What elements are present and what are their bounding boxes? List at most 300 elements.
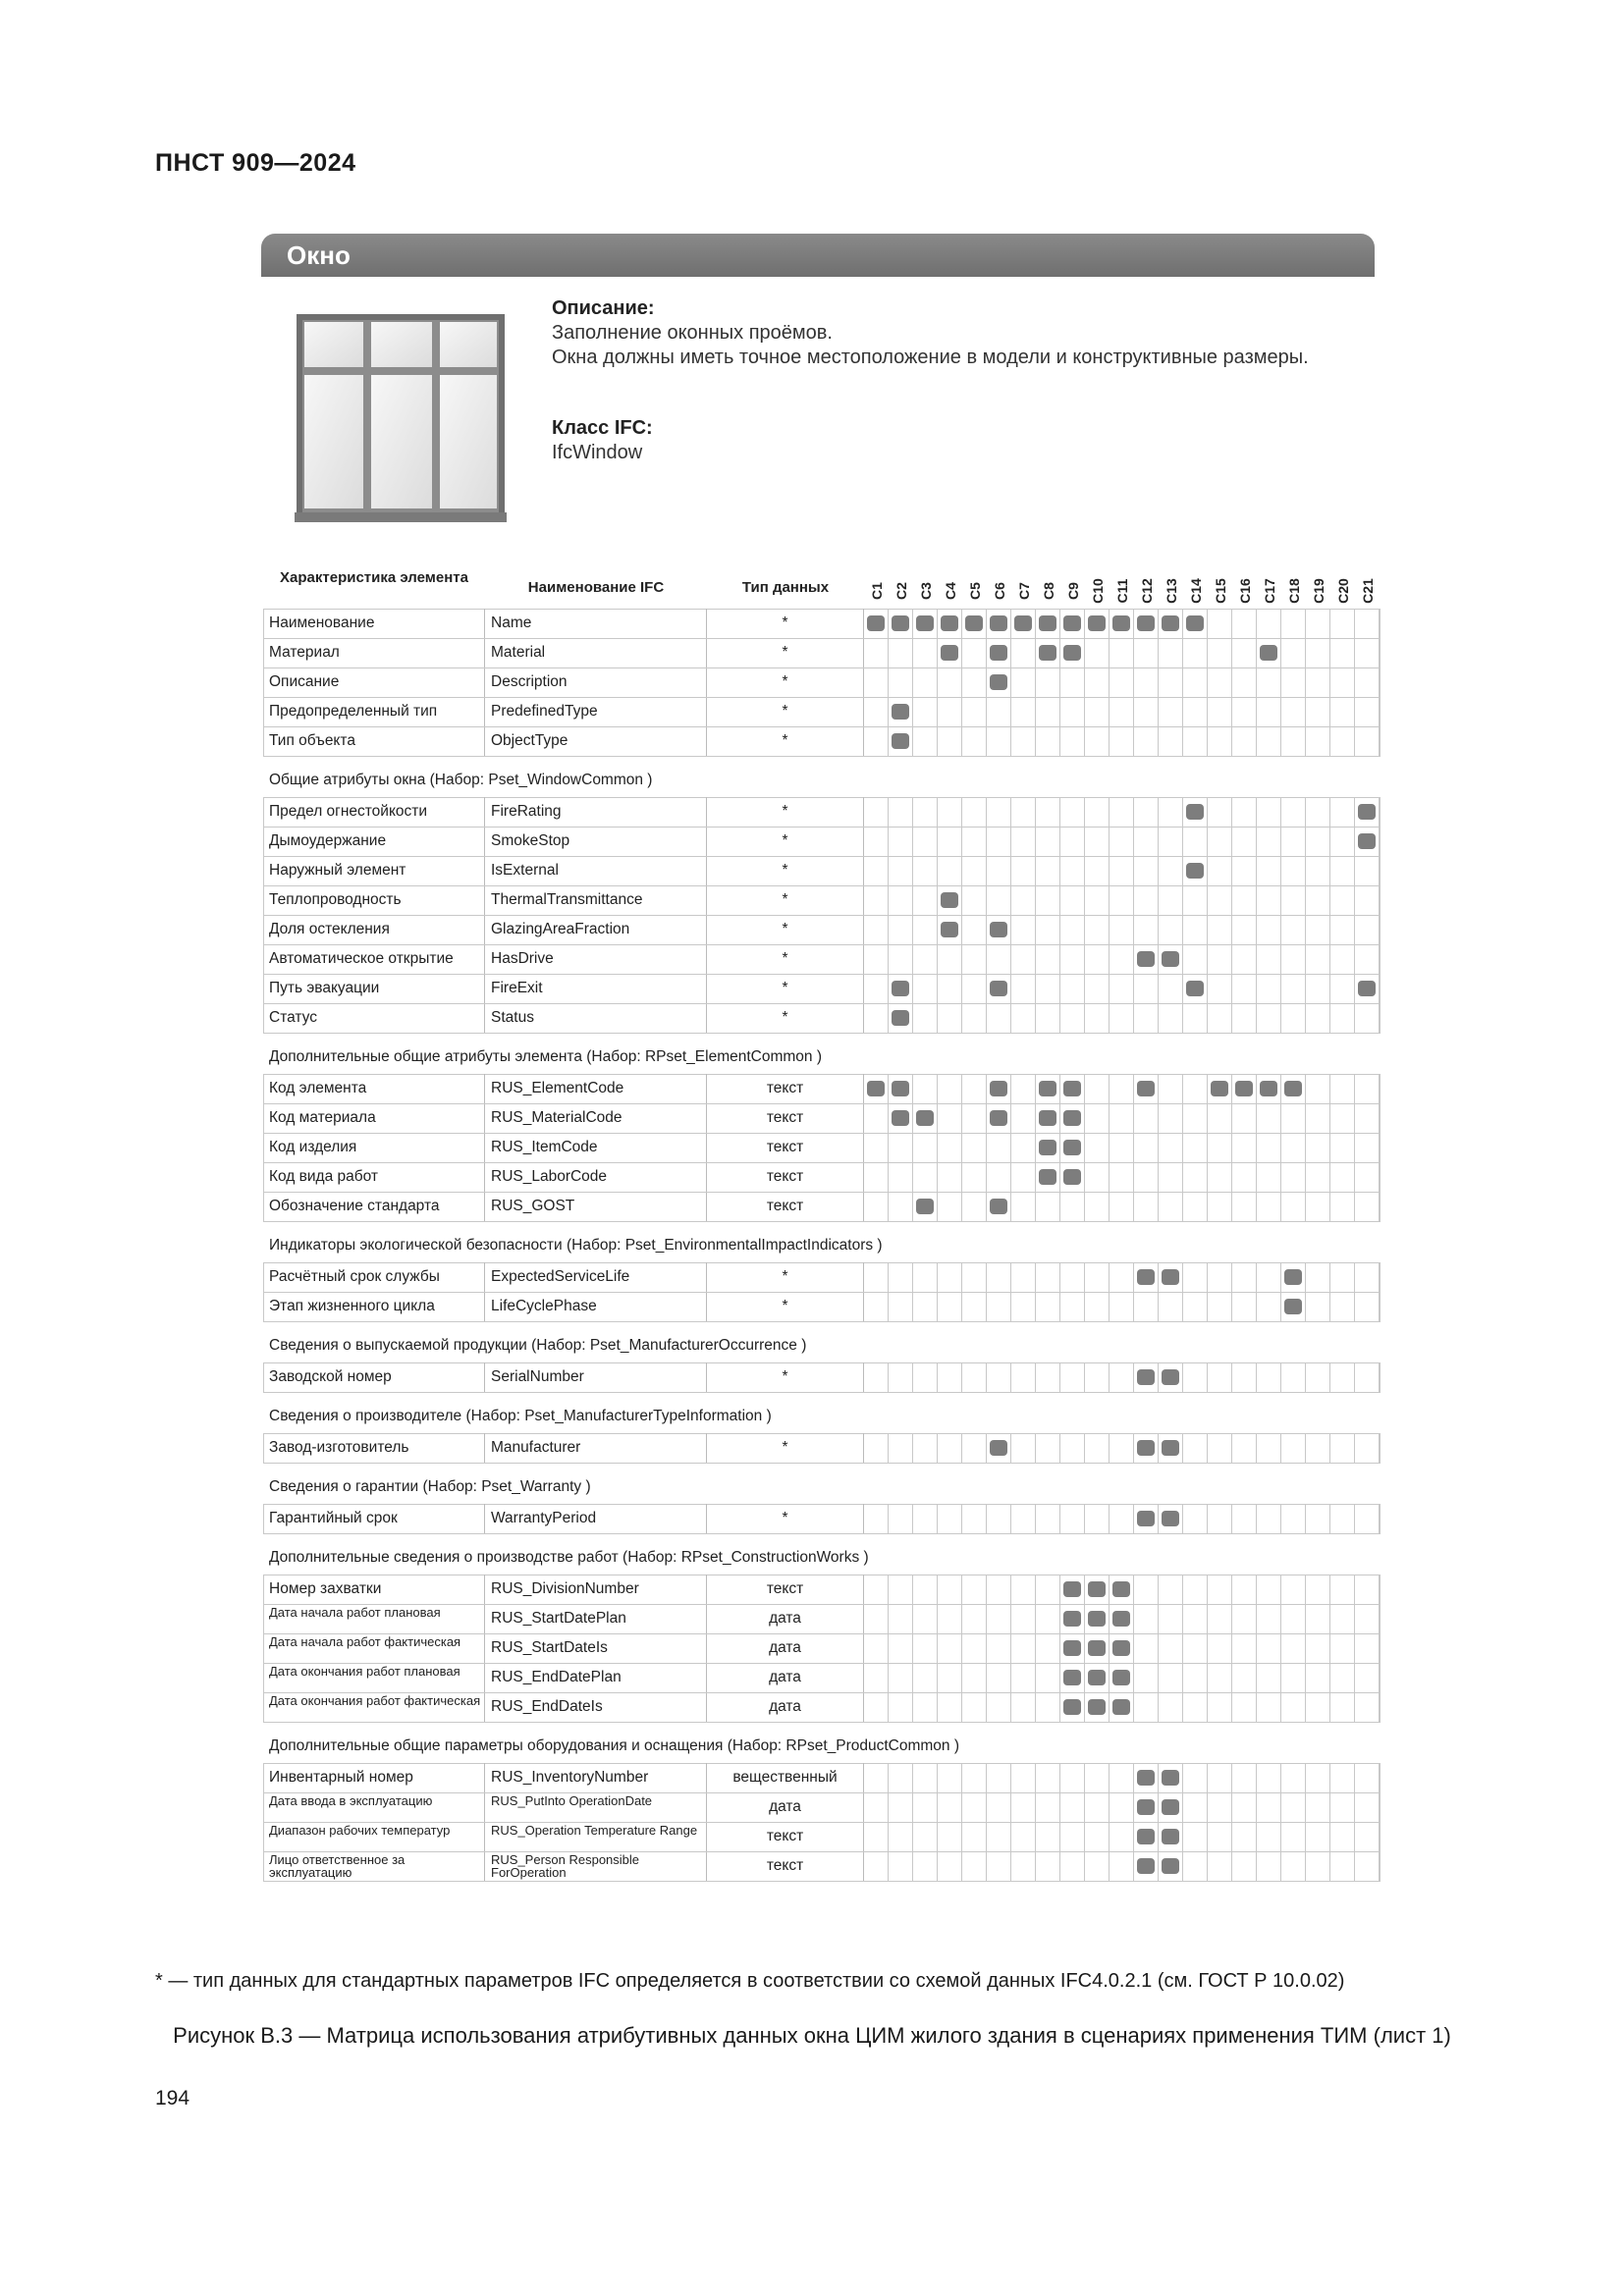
grid-cell <box>938 667 962 697</box>
grid-cell <box>1330 885 1355 915</box>
grid-cell <box>1232 1792 1257 1822</box>
grid-cell <box>1355 1003 1380 1033</box>
grid-cell <box>1208 1103 1232 1133</box>
table-row <box>263 1362 1380 1392</box>
scenario-grid <box>864 827 1380 856</box>
grid-cell <box>1281 1192 1306 1221</box>
grid-cell <box>864 856 889 885</box>
grid-cell <box>1110 1192 1134 1221</box>
grid-cell <box>1085 1003 1110 1033</box>
grid-cell <box>1232 1692 1257 1722</box>
description-line-1: Заполнение оконных проёмов. <box>552 322 833 344</box>
ifc-name: PredefinedType <box>485 697 707 726</box>
grid-cell <box>987 1822 1011 1851</box>
grid-cell <box>1011 1262 1036 1292</box>
usage-mark <box>1281 1074 1306 1103</box>
grid-cell <box>913 1504 938 1533</box>
grid-cell <box>1355 1692 1380 1722</box>
grid-cell <box>1330 1822 1355 1851</box>
table-row <box>263 1074 1380 1103</box>
grid-cell <box>1060 1362 1085 1392</box>
grid-cell <box>962 1575 987 1604</box>
row-divider <box>263 974 1380 975</box>
header-data-type: Тип данных <box>741 579 830 596</box>
grid-cell <box>1134 1692 1159 1722</box>
grid-cell <box>889 638 913 667</box>
data-type: * <box>707 797 864 827</box>
scenario-grid <box>864 1575 1380 1604</box>
data-type: вещественный <box>707 1763 864 1792</box>
grid-cell <box>938 1003 962 1033</box>
attribute-name: Расчётный срок службы <box>263 1262 485 1292</box>
grid-cell <box>962 1692 987 1722</box>
grid-cell <box>1134 974 1159 1003</box>
scenario-grid <box>864 1162 1380 1192</box>
attribute-name: Дата начала работ плановая <box>263 1604 485 1633</box>
grid-cell <box>1208 1763 1232 1792</box>
grid-cell <box>1257 827 1281 856</box>
grid-cell <box>962 1133 987 1162</box>
grid-cell <box>1232 915 1257 944</box>
grid-cell <box>864 1162 889 1192</box>
grid-cell <box>1036 1575 1060 1604</box>
grid-cell <box>913 797 938 827</box>
usage-mark <box>1085 1692 1110 1722</box>
grid-cell <box>1306 1851 1330 1881</box>
attribute-name: Описание <box>263 667 485 697</box>
usage-mark <box>1159 609 1183 638</box>
grid-cell <box>1011 1003 1036 1033</box>
grid-cell <box>1060 1763 1085 1792</box>
grid-cell <box>1183 1074 1208 1103</box>
grid-cell <box>913 1851 938 1881</box>
scenario-grid <box>864 915 1380 944</box>
grid-cell <box>1257 1633 1281 1663</box>
usage-mark <box>1208 1074 1232 1103</box>
group-title: Сведения о производителе (Набор: Pset_ManufacturerTypeInformation ) <box>269 1408 772 1424</box>
grid-cell <box>1330 1692 1355 1722</box>
grid-cell <box>1232 1192 1257 1221</box>
grid-cell <box>1208 1192 1232 1221</box>
usage-mark <box>987 1103 1011 1133</box>
grid-cell <box>1085 726 1110 756</box>
grid-cell <box>938 1822 962 1851</box>
row-divider <box>263 697 1380 698</box>
ifc-name: Manufacturer <box>485 1433 707 1463</box>
usage-mark <box>938 885 962 915</box>
grid-cell <box>987 1792 1011 1822</box>
usage-mark <box>1134 1822 1159 1851</box>
usage-mark <box>1060 1074 1085 1103</box>
grid-cell <box>1232 1763 1257 1792</box>
data-type: текст <box>707 1133 864 1162</box>
grid-cell <box>1036 1822 1060 1851</box>
usage-mark <box>1060 1103 1085 1133</box>
grid-cell <box>1036 1663 1060 1692</box>
grid-cell <box>1110 1792 1134 1822</box>
grid-cell <box>962 915 987 944</box>
grid-cell <box>1011 974 1036 1003</box>
usage-mark <box>1134 944 1159 974</box>
grid-cell <box>962 944 987 974</box>
grid-cell <box>1183 1633 1208 1663</box>
table-row <box>263 1292 1380 1321</box>
grid-cell <box>1134 1192 1159 1221</box>
window-illustration <box>295 312 507 524</box>
grid-cell <box>962 1362 987 1392</box>
scenario-grid <box>864 1851 1380 1881</box>
attribute-name: Дата начала работ фактическая <box>263 1633 485 1663</box>
table-row <box>263 1663 1380 1692</box>
ifc-name: RUS_MaterialCode <box>485 1103 707 1133</box>
grid-cell <box>889 1575 913 1604</box>
grid-cell <box>1011 1763 1036 1792</box>
grid-cell <box>938 944 962 974</box>
grid-cell <box>864 885 889 915</box>
table-row <box>263 1504 1380 1533</box>
grid-cell <box>1355 944 1380 974</box>
grid-cell <box>1208 1604 1232 1633</box>
grid-cell <box>1011 1103 1036 1133</box>
grid-cell <box>1330 667 1355 697</box>
grid-cell <box>1306 1103 1330 1133</box>
grid-cell <box>913 638 938 667</box>
grid-cell <box>1208 915 1232 944</box>
usage-mark <box>1183 974 1208 1003</box>
grid-cell <box>1011 1633 1036 1663</box>
data-type: * <box>707 1003 864 1033</box>
grid-cell <box>1355 1262 1380 1292</box>
grid-cell <box>1330 1292 1355 1321</box>
attribute-name: Автоматическое открытие <box>263 944 485 974</box>
grid-cell <box>962 1822 987 1851</box>
grid-cell <box>1036 797 1060 827</box>
grid-cell <box>1208 1792 1232 1822</box>
grid-cell <box>1060 1433 1085 1463</box>
grid-cell <box>1306 1192 1330 1221</box>
usage-mark <box>1060 1575 1085 1604</box>
usage-mark <box>1085 1633 1110 1663</box>
grid-cell <box>1110 697 1134 726</box>
grid-cell <box>1183 638 1208 667</box>
grid-cell <box>1306 1575 1330 1604</box>
grid-cell <box>1281 697 1306 726</box>
usage-mark <box>1036 1103 1060 1133</box>
grid-cell <box>864 1792 889 1822</box>
grid-cell <box>889 1192 913 1221</box>
grid-cell <box>1110 726 1134 756</box>
grid-cell <box>1355 1362 1380 1392</box>
grid-cell <box>1281 974 1306 1003</box>
grid-cell <box>1281 1822 1306 1851</box>
table-row <box>263 1575 1380 1604</box>
usage-mark <box>1110 1604 1134 1633</box>
scenario-header <box>1257 571 1281 611</box>
grid-cell <box>864 797 889 827</box>
grid-cell <box>1036 1433 1060 1463</box>
grid-cell <box>913 1604 938 1633</box>
scenario-header <box>1036 571 1060 611</box>
usage-mark <box>987 1074 1011 1103</box>
grid-cell <box>1208 1663 1232 1692</box>
row-divider <box>263 726 1380 727</box>
scenario-header-label: C1 <box>868 582 885 600</box>
attribute-name: Дымоудержание <box>263 827 485 856</box>
grid-cell <box>1060 1851 1085 1881</box>
grid-cell <box>1208 1851 1232 1881</box>
grid-cell <box>1183 1851 1208 1881</box>
grid-cell <box>1011 1692 1036 1722</box>
element-title: Окно <box>287 240 351 270</box>
table-row <box>263 1763 1380 1792</box>
usage-mark <box>1110 1663 1134 1692</box>
grid-cell <box>987 1133 1011 1162</box>
grid-cell <box>1110 1362 1134 1392</box>
data-type: * <box>707 726 864 756</box>
usage-mark <box>1183 856 1208 885</box>
grid-cell <box>1110 638 1134 667</box>
scenario-grid <box>864 944 1380 974</box>
grid-cell <box>1232 1633 1257 1663</box>
grid-cell <box>1036 1292 1060 1321</box>
usage-mark <box>987 1433 1011 1463</box>
scenario-grid <box>864 974 1380 1003</box>
grid-cell <box>1183 944 1208 974</box>
group-title: Дополнительные общие параметры оборудования и оснащения (Набор: RPset_ProductCommon ) <box>269 1737 960 1754</box>
ifc-name: RUS_ElementCode <box>485 1074 707 1103</box>
grid-cell <box>1330 974 1355 1003</box>
scenario-grid <box>864 1822 1380 1851</box>
ifc-name: GlazingAreaFraction <box>485 915 707 944</box>
grid-cell <box>962 856 987 885</box>
grid-cell <box>1011 1162 1036 1192</box>
grid-cell <box>1134 827 1159 856</box>
grid-cell <box>1306 638 1330 667</box>
usage-mark <box>1159 1433 1183 1463</box>
grid-cell <box>864 638 889 667</box>
grid-cell <box>962 885 987 915</box>
grid-cell <box>864 1633 889 1663</box>
document-code: ПНСТ 909—2024 <box>155 149 356 177</box>
grid-cell <box>1085 697 1110 726</box>
scenario-header-label: C20 <box>1334 578 1351 604</box>
grid-cell <box>1183 1433 1208 1463</box>
grid-cell <box>889 1162 913 1192</box>
attribute-name: Лицо ответственное за эксплуатацию <box>263 1851 485 1881</box>
grid-cell <box>1159 827 1183 856</box>
ifc-name: HasDrive <box>485 944 707 974</box>
grid-cell <box>962 726 987 756</box>
grid-cell <box>889 1433 913 1463</box>
grid-cell <box>1208 697 1232 726</box>
usage-mark <box>864 609 889 638</box>
grid-cell <box>1257 726 1281 756</box>
data-type: * <box>707 915 864 944</box>
usage-mark <box>1281 1262 1306 1292</box>
scenario-header-label: C18 <box>1285 578 1302 604</box>
grid-cell <box>1355 1633 1380 1663</box>
grid-cell <box>1330 1003 1355 1033</box>
grid-cell <box>1183 1103 1208 1133</box>
grid-cell <box>913 1003 938 1033</box>
grid-cell <box>1159 1663 1183 1692</box>
grid-cell <box>1257 1433 1281 1463</box>
grid-cell <box>1159 1192 1183 1221</box>
data-type: * <box>707 1362 864 1392</box>
data-type: текст <box>707 1103 864 1133</box>
data-type: * <box>707 697 864 726</box>
grid-cell <box>1085 1103 1110 1133</box>
grid-cell <box>987 1003 1011 1033</box>
grid-cell <box>1110 1763 1134 1792</box>
grid-cell <box>1208 638 1232 667</box>
usage-mark <box>1060 1633 1085 1663</box>
grid-cell <box>1306 1633 1330 1663</box>
grid-cell <box>913 1692 938 1722</box>
usage-mark <box>962 609 987 638</box>
grid-cell <box>1134 885 1159 915</box>
description-line-2: Окна должны иметь точное местоположение в модели и конструктивные размеры. <box>552 347 1309 368</box>
grid-cell <box>1306 609 1330 638</box>
grid-cell <box>987 1362 1011 1392</box>
grid-cell <box>1330 1792 1355 1822</box>
grid-cell <box>864 1433 889 1463</box>
grid-cell <box>1208 1003 1232 1033</box>
grid-cell <box>1306 1763 1330 1792</box>
grid-cell <box>1036 974 1060 1003</box>
attribute-name: Теплопроводность <box>263 885 485 915</box>
usage-mark <box>1085 609 1110 638</box>
grid-cell <box>1011 1292 1036 1321</box>
scenario-header-label: C17 <box>1261 578 1277 604</box>
attribute-name: Путь эвакуации <box>263 974 485 1003</box>
grid-cell <box>889 885 913 915</box>
ifc-name: RUS_EndDatePlan <box>485 1663 707 1692</box>
grid-cell <box>1208 609 1232 638</box>
grid-cell <box>889 944 913 974</box>
grid-cell <box>1306 1262 1330 1292</box>
grid-cell <box>864 1362 889 1392</box>
grid-cell <box>1306 1133 1330 1162</box>
grid-cell <box>1306 856 1330 885</box>
usage-mark <box>1011 609 1036 638</box>
page-number: 194 <box>155 2087 190 2109</box>
row-divider <box>263 944 1380 945</box>
table-row <box>263 1162 1380 1192</box>
grid-cell <box>1306 797 1330 827</box>
grid-cell <box>864 915 889 944</box>
ifc-name: IsExternal <box>485 856 707 885</box>
grid-cell <box>1281 1103 1306 1133</box>
grid-cell <box>1134 1575 1159 1604</box>
usage-mark <box>1159 1362 1183 1392</box>
grid-cell <box>987 1663 1011 1692</box>
grid-cell <box>938 1133 962 1162</box>
grid-cell <box>1085 1504 1110 1533</box>
grid-cell <box>938 697 962 726</box>
attribute-name: Статус <box>263 1003 485 1033</box>
usage-mark <box>1159 1504 1183 1533</box>
grid-cell <box>1355 1851 1380 1881</box>
usage-mark <box>1183 797 1208 827</box>
scenario-header <box>1355 571 1380 611</box>
grid-cell <box>962 1504 987 1533</box>
element-title-bar <box>261 234 1375 277</box>
scenario-header <box>1281 571 1306 611</box>
grid-cell <box>1110 1851 1134 1881</box>
usage-mark <box>1134 1504 1159 1533</box>
ifc-name: Description <box>485 667 707 697</box>
attribute-name: Этап жизненного цикла <box>263 1292 485 1321</box>
scenario-grid <box>864 697 1380 726</box>
scenario-header <box>1110 571 1134 611</box>
grid-cell <box>1110 1504 1134 1533</box>
grid-cell <box>1232 856 1257 885</box>
grid-cell <box>1159 1292 1183 1321</box>
grid-cell <box>864 944 889 974</box>
grid-cell <box>913 1663 938 1692</box>
grid-cell <box>938 1851 962 1881</box>
grid-cell <box>1134 1604 1159 1633</box>
attribute-name: Наружный элемент <box>263 856 485 885</box>
attribute-name: Материал <box>263 638 485 667</box>
grid-cell <box>1085 638 1110 667</box>
ifc-name: RUS_Person Responsible ForOperation <box>485 1851 707 1881</box>
grid-cell <box>1011 885 1036 915</box>
grid-cell <box>1011 1504 1036 1533</box>
grid-cell <box>1232 1822 1257 1851</box>
grid-cell <box>913 1792 938 1822</box>
grid-cell <box>1011 915 1036 944</box>
scenario-header <box>1306 571 1330 611</box>
grid-cell <box>1232 944 1257 974</box>
grid-cell <box>938 1162 962 1192</box>
grid-cell <box>1257 1192 1281 1221</box>
usage-mark <box>1134 1362 1159 1392</box>
grid-cell <box>1183 1692 1208 1722</box>
scenario-header <box>1330 571 1355 611</box>
usage-mark <box>1060 1692 1085 1722</box>
row-divider <box>263 638 1380 639</box>
group-title: Общие атрибуты окна (Набор: Pset_WindowCommon ) <box>269 772 653 788</box>
grid-cell <box>1183 1192 1208 1221</box>
grid-cell <box>1183 1003 1208 1033</box>
grid-cell <box>1110 1103 1134 1133</box>
scenario-header <box>1159 571 1183 611</box>
usage-mark <box>1060 1133 1085 1162</box>
grid-cell <box>1232 1003 1257 1033</box>
grid-cell <box>889 1292 913 1321</box>
grid-cell <box>1355 1763 1380 1792</box>
grid-cell <box>1011 1604 1036 1633</box>
grid-cell <box>1355 1433 1380 1463</box>
grid-cell <box>1257 856 1281 885</box>
grid-cell <box>1257 609 1281 638</box>
grid-cell <box>1281 1792 1306 1822</box>
data-type: текст <box>707 1192 864 1221</box>
grid-cell <box>1306 1362 1330 1392</box>
row-divider <box>263 1292 1380 1293</box>
grid-cell <box>1257 1162 1281 1192</box>
grid-cell <box>913 1433 938 1463</box>
grid-cell <box>1183 1133 1208 1162</box>
ifc-name: SmokeStop <box>485 827 707 856</box>
grid-cell <box>1060 1792 1085 1822</box>
data-type: * <box>707 885 864 915</box>
usage-mark <box>864 1074 889 1103</box>
grid-cell <box>1208 944 1232 974</box>
grid-cell <box>1060 1262 1085 1292</box>
